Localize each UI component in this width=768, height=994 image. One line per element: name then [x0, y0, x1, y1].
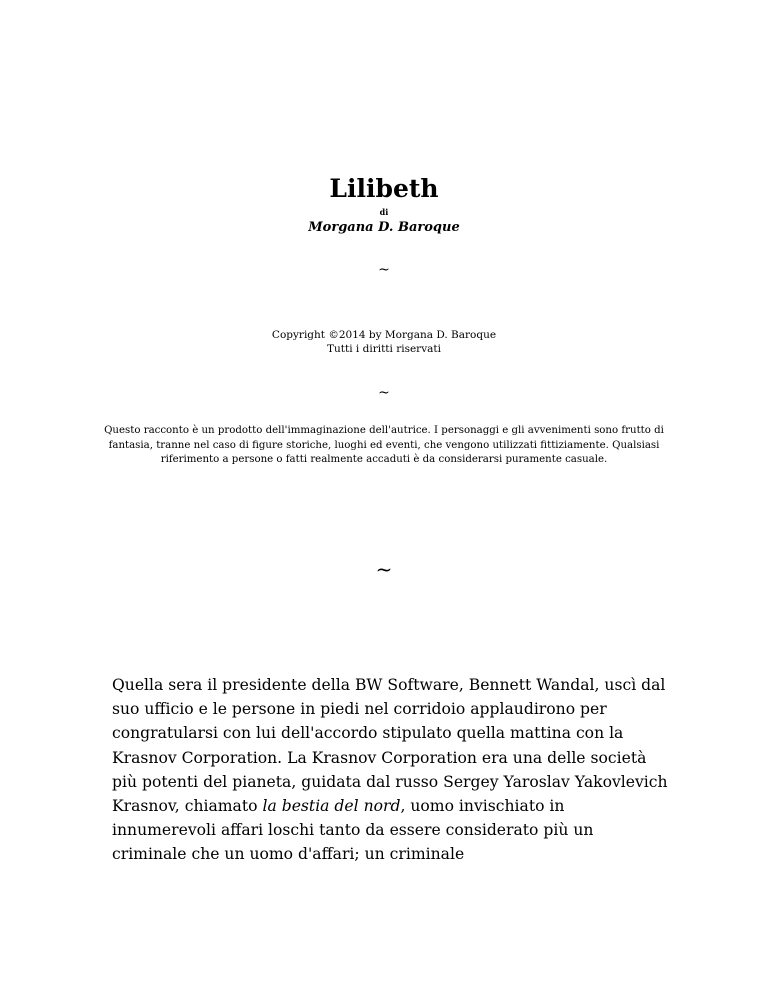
rights-reserved-line: Tutti i diritti riservati [327, 343, 441, 355]
copyright-block [0, 328, 768, 356]
separator-tilde: ~ [375, 557, 393, 581]
byline-di: di [379, 207, 389, 217]
story-paragraph [112, 673, 672, 867]
story-text-part2: , uomo invischiato in innumerevoli affari loschi tanto da essere considerato più un criminale che un uomo d'affari; un criminale [112, 797, 594, 864]
separator-tilde: ~ [378, 262, 390, 278]
separator-tilde: ~ [378, 385, 390, 401]
disclaimer-text: Questo racconto è un prodotto dell'immaginazione dell'autrice. I personaggi e gli avvenimenti sono frutto di fantasia, tranne nel caso di figure storiche, luoghi ed eventi, che vengono utilizzati fittiziamente. Qualsiasi riferimento a persone o fatti realmente accaduti è da considerarsi puramente casuale. [104, 425, 664, 465]
author-name: Morgana D. Baroque [308, 220, 460, 235]
document-title: Lilibeth [329, 174, 439, 203]
story-italic-phrase: la bestia del nord [262, 797, 401, 816]
story-text-part1: Quella sera il presidente della BW Software, Bennett Wandal, uscì dal suo ufficio e le persone in piedi nel corridoio applaudirono per congratularsi con lui dell'accordo stipulato quella mattina con la Krasnov Corporation. La Krasnov Corporation era una delle società più potenti del pianeta, guidata dal russo Sergey Yaroslav Yakovlevich Krasnov, chiamato [112, 676, 668, 816]
copyright-line: Copyright ©2014 by Morgana D. Baroque [271, 329, 497, 341]
